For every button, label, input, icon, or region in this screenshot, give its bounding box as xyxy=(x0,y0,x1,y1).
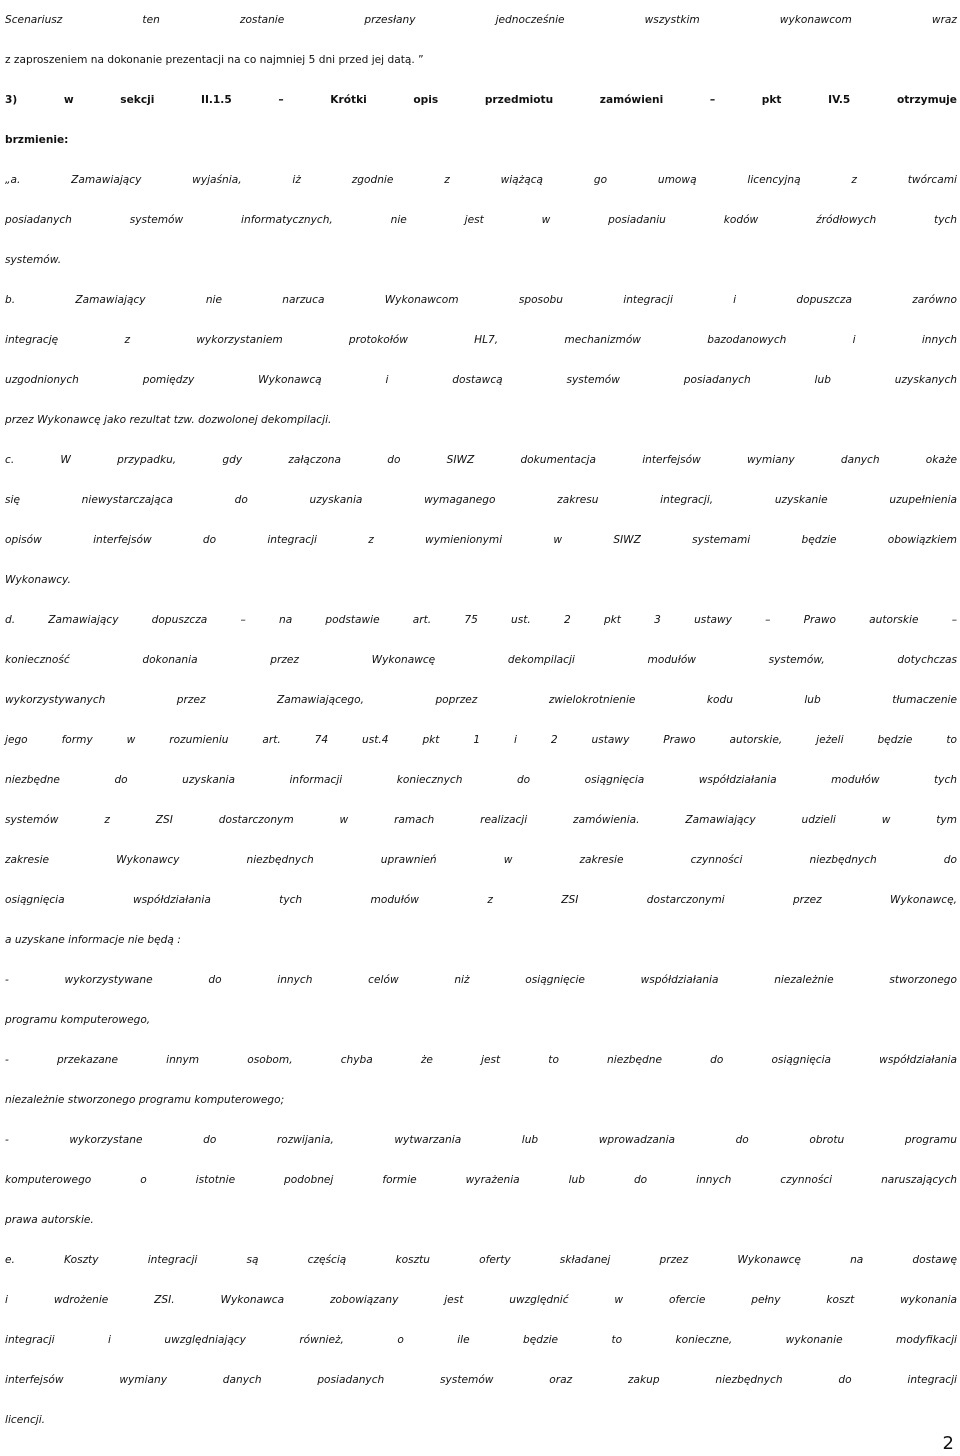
text-line: się niewystarczająca do uzyskania wymaganego zakresu integracji, uzyskanie uzupełnienia xyxy=(5,494,957,506)
text-line: interfejsów wymiany danych posiadanych systemów oraz zakup niezbędnych do integracji xyxy=(5,1374,957,1386)
text-line: integracji i uwzględniający również, o ile będzie to konieczne, wykonanie modyfikacji xyxy=(5,1334,957,1346)
text-line: „a. Zamawiający wyjaśnia, iż zgodnie z wiążącą go umową licencyjną z twórcami xyxy=(5,174,957,186)
text-line: brzmienie: xyxy=(5,134,69,146)
text-line: przez Wykonawcę jako rezultat tzw. dozwolonej dekompilacji. xyxy=(5,414,332,426)
page-number: 2 xyxy=(942,1433,954,1454)
text-line: Wykonawcy. xyxy=(5,574,71,586)
text-line: - wykorzystane do rozwijania, wytwarzania lub wprowadzania do obrotu programu xyxy=(5,1134,957,1146)
document-body xyxy=(5,0,957,1440)
text-line: jego formy w rozumieniu art. 74 ust.4 pkt 1 i 2 ustawy Prawo autorskie, jeżeli będzie to xyxy=(5,734,957,746)
text-line: i wdrożenie ZSI. Wykonawca zobowiązany jest uwzględnić w ofercie pełny koszt wykonania xyxy=(5,1294,957,1306)
text-line: uzgodnionych pomiędzy Wykonawcą i dostawcą systemów posiadanych lub uzyskanych xyxy=(5,374,957,386)
text-line: niezależnie stworzonego programu komputerowego; xyxy=(5,1094,285,1106)
text-line: Scenariusz ten zostanie przesłany jednocześnie wszystkim wykonawcom wraz xyxy=(5,14,957,26)
text-line: zakresie Wykonawcy niezbędnych uprawnień w zakresie czynności niezbędnych do xyxy=(5,854,957,866)
text-line: posiadanych systemów informatycznych, nie jest w posiadaniu kodów źródłowych tych xyxy=(5,214,957,226)
text-line: b. Zamawiający nie narzuca Wykonawcom sposobu integracji i dopuszcza zarówno xyxy=(5,294,957,306)
text-line: - wykorzystywane do innych celów niż osiągnięcie współdziałania niezależnie stworzonego xyxy=(5,974,957,986)
text-line: niezbędne do uzyskania informacji koniecznych do osiągnięcia współdziałania modułów tych xyxy=(5,774,957,786)
text-line: systemów. xyxy=(5,254,62,266)
text-line: komputerowego o istotnie podobnej formie wyrażenia lub do innych czynności naruszających xyxy=(5,1174,957,1186)
text-line: - przekazane innym osobom, chyba że jest to niezbędne do osiągnięcia współdziałania xyxy=(5,1054,957,1066)
text-line: wykorzystywanych przez Zamawiającego, poprzez zwielokrotnienie kodu lub tłumaczenie xyxy=(5,694,957,706)
text-line: programu komputerowego, xyxy=(5,1014,151,1026)
text-line: konieczność dokonania przez Wykonawcę dekompilacji modułów systemów, dotychczas xyxy=(5,654,957,666)
text-line: z zaproszeniem na dokonanie prezentacji na co najmniej 5 dni przed jej datą. ” xyxy=(5,54,424,66)
text-line: integrację z wykorzystaniem protokołów HL7, mechanizmów bazodanowych i innych xyxy=(5,334,957,346)
text-line: c. W przypadku, gdy załączona do SIWZ dokumentacja interfejsów wymiany danych okaże xyxy=(5,454,957,466)
document-page xyxy=(5,0,957,1440)
text-line: opisów interfejsów do integracji z wymienionymi w SIWZ systemami będzie obowiązkiem xyxy=(5,534,957,546)
text-line: licencji. xyxy=(5,1414,46,1426)
text-line: systemów z ZSI dostarczonym w ramach realizacji zamówienia. Zamawiający udzieli w tym xyxy=(5,814,957,826)
text-line: prawa autorskie. xyxy=(5,1214,94,1226)
text-line: 3) w sekcji II.1.5 – Krótki opis przedmiotu zamówieni – pkt IV.5 otrzymuje xyxy=(5,94,957,106)
text-line: osiągnięcia współdziałania tych modułów z ZSI dostarczonymi przez Wykonawcę, xyxy=(5,894,957,906)
text-line: e. Koszty integracji są częścią kosztu oferty składanej przez Wykonawcę na dostawę xyxy=(5,1254,957,1266)
text-line: a uzyskane informacje nie będą : xyxy=(5,934,181,946)
text-line: d. Zamawiający dopuszcza – na podstawie art. 75 ust. 2 pkt 3 ustawy – Prawo autorskie – xyxy=(5,614,957,626)
